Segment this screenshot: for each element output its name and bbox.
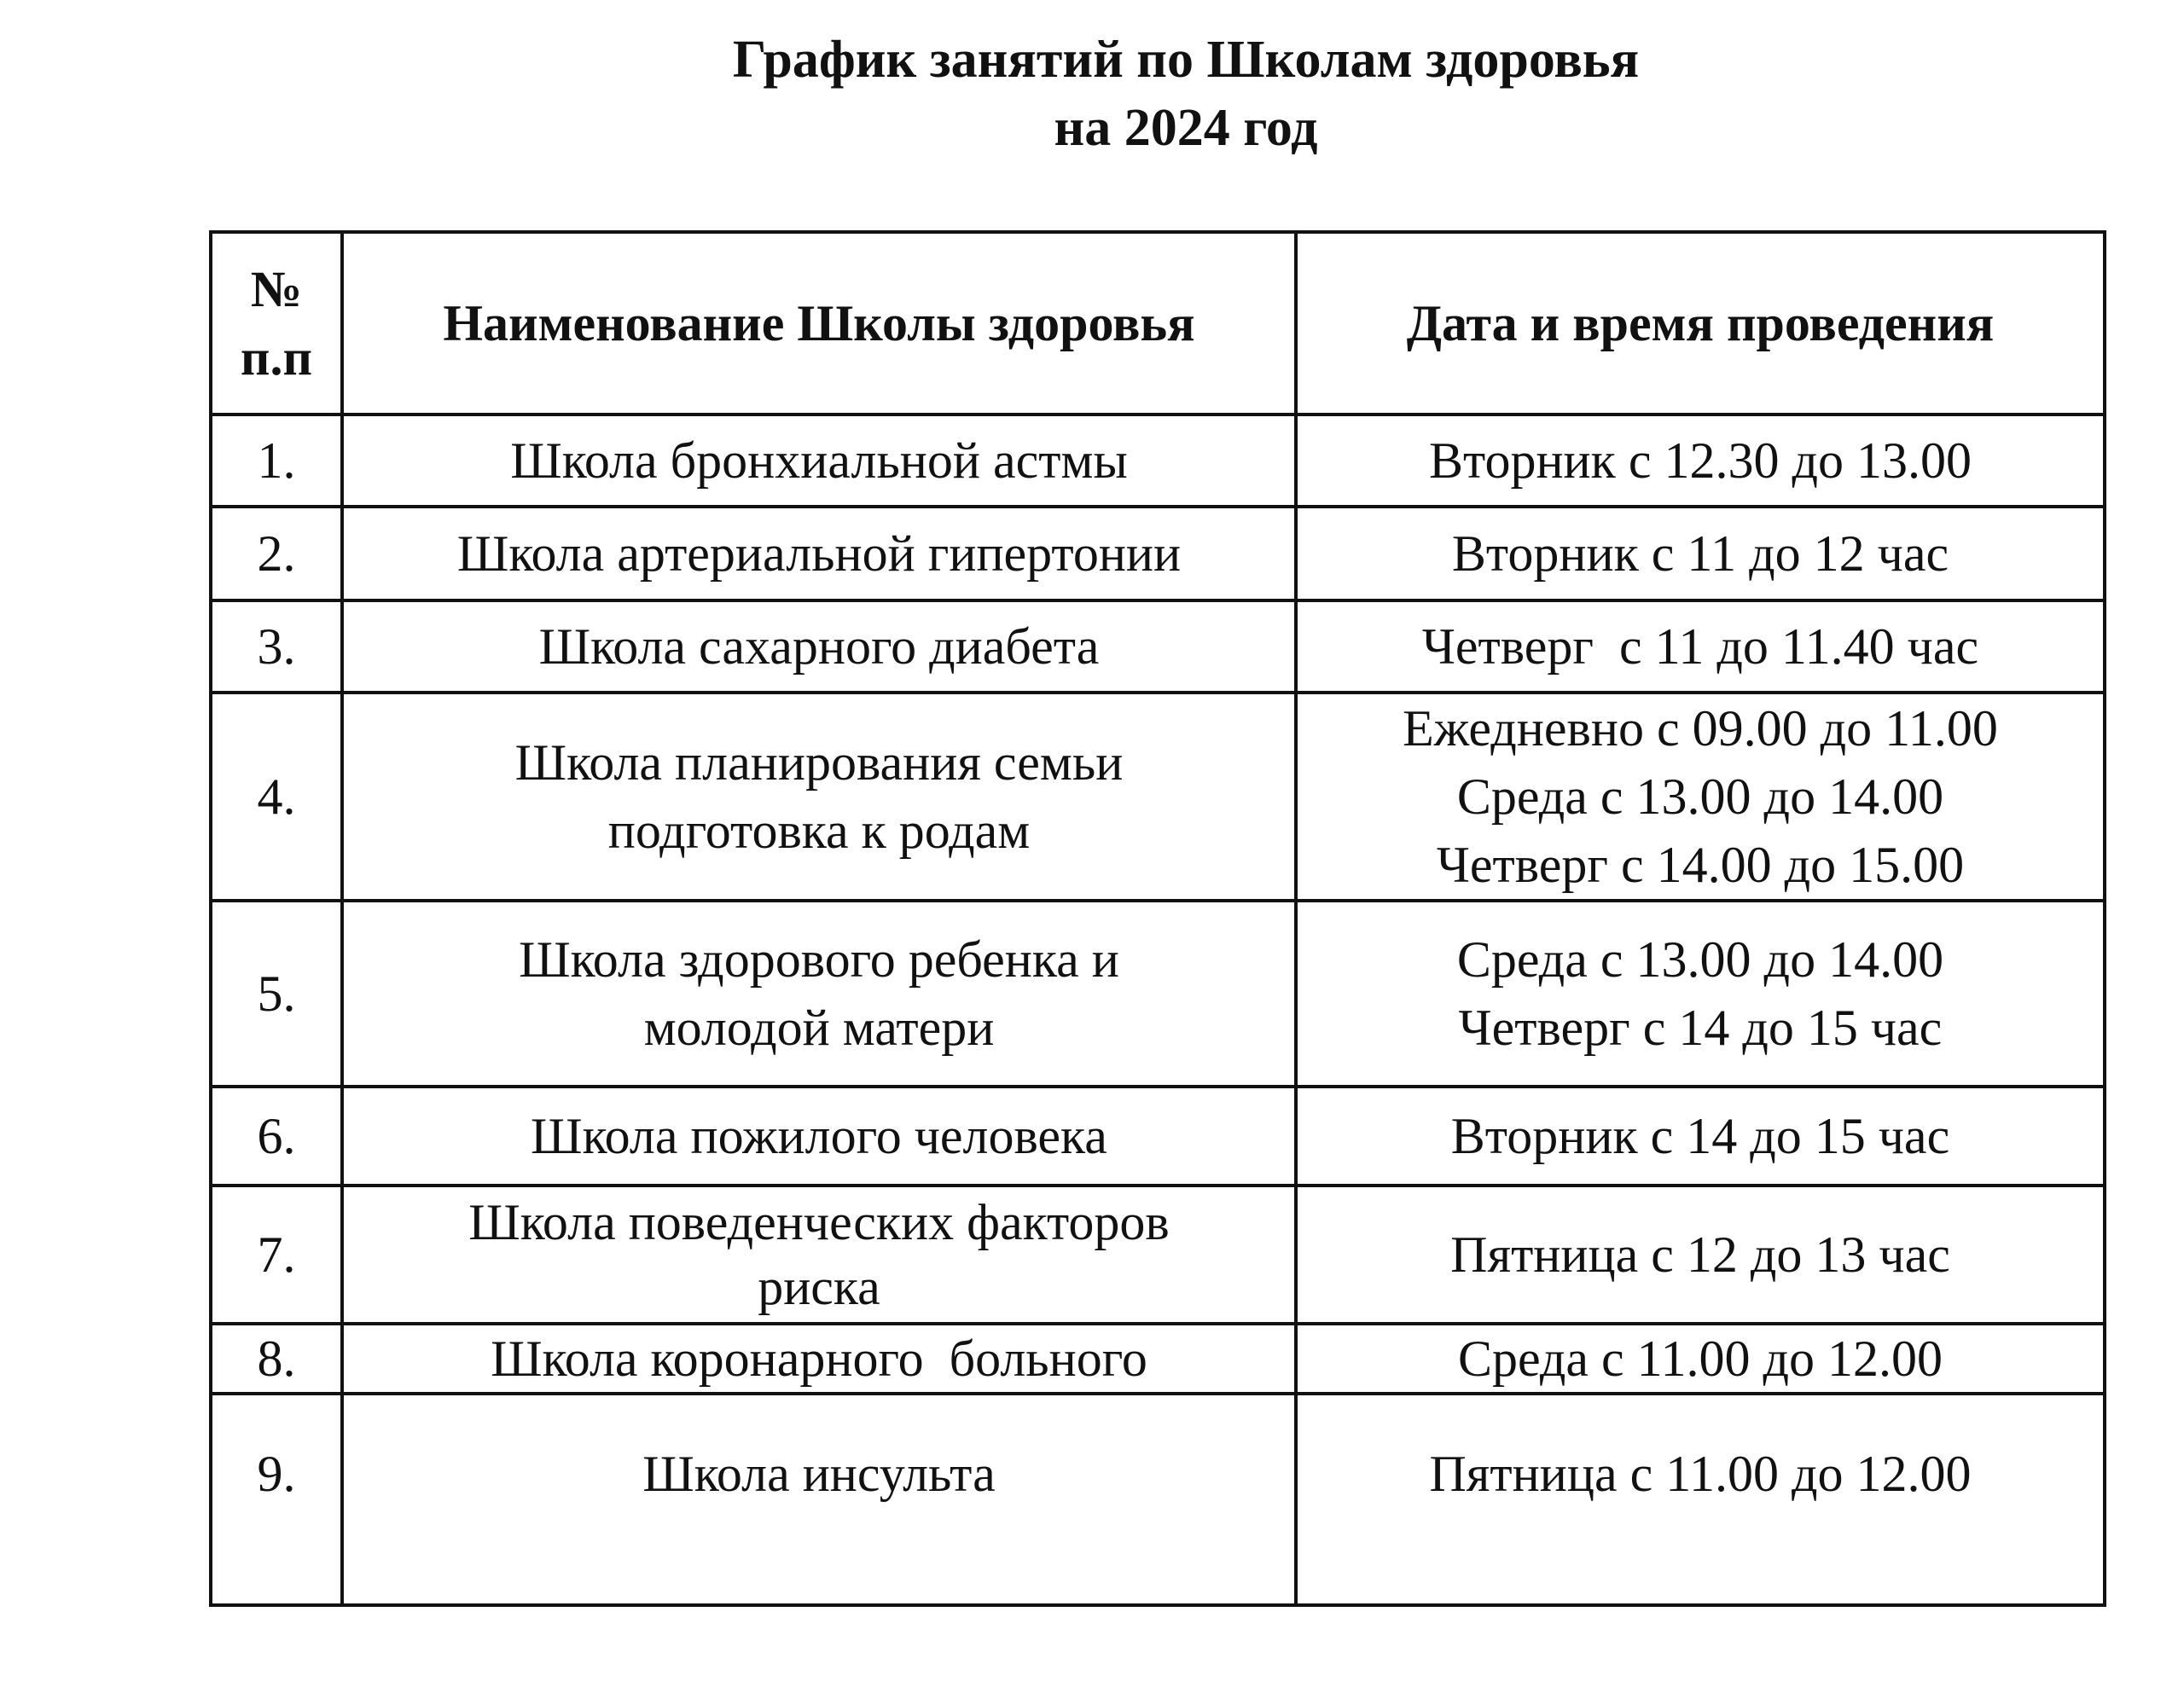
header-number-line-2: п.п — [240, 329, 313, 386]
table-row — [211, 1087, 2105, 1186]
school-name — [342, 507, 1296, 600]
schedule-time — [1296, 693, 2105, 901]
schedule-table — [209, 230, 2106, 1607]
table-row — [211, 901, 2105, 1087]
school-name-line: Школа здорового ребенка и — [519, 931, 1119, 988]
table-header-row — [211, 232, 2105, 415]
row-number: 1. — [211, 415, 342, 507]
row-number: 5. — [211, 901, 342, 1087]
schedule-time-line: Среда с 13.00 до 14.00 — [1456, 768, 1944, 825]
schedule-time-line: Четверг с 14.00 до 15.00 — [1436, 837, 1965, 893]
schedule-time-line: Среда с 13.00 до 14.00 — [1456, 931, 1944, 988]
school-name — [342, 1186, 1296, 1324]
schedule-time — [1296, 507, 2105, 600]
header-number — [211, 232, 342, 415]
title-line-1: График занятий по Школам здоровья — [732, 31, 1640, 89]
schedule-time-line: Четверг с 11 до 11.40 час — [1421, 618, 1979, 675]
school-name — [342, 1394, 1296, 1605]
schedule-time — [1296, 901, 2105, 1087]
school-name — [342, 1087, 1296, 1186]
row-number: 6. — [211, 1087, 342, 1186]
school-name-line: Школа пожилого человека — [531, 1108, 1107, 1164]
school-name — [342, 415, 1296, 507]
schedule-time — [1296, 415, 2105, 507]
school-name — [342, 600, 1296, 693]
school-name — [342, 1324, 1296, 1394]
schedule-time-line: Пятница с 12 до 13 час — [1450, 1226, 1950, 1283]
schedule-time — [1296, 1394, 2105, 1605]
table-row — [211, 507, 2105, 600]
school-name-line: Школа бронхиальной астмы — [510, 432, 1128, 489]
row-number: 2. — [211, 507, 342, 600]
table-row — [211, 1324, 2105, 1394]
schedule-time-line: Вторник с 11 до 12 час — [1451, 525, 1949, 582]
school-name — [342, 693, 1296, 901]
schedule-time — [1296, 1186, 2105, 1324]
school-name-line: Школа планирования семьи — [514, 734, 1124, 791]
row-number: 8. — [211, 1324, 342, 1394]
schedule-time-line: Вторник с 14 до 15 час — [1450, 1108, 1950, 1164]
school-name-line: Школа коронарного больного — [491, 1331, 1147, 1387]
schedule-time-line: Пятница с 11.00 до 12.00 — [1429, 1446, 1972, 1502]
table-row — [211, 1186, 2105, 1324]
schedule-time-line: Четверг с 14 до 15 час — [1458, 1000, 1943, 1056]
row-number: 4. — [211, 693, 342, 901]
school-name-line: Школа поведенческих факторов — [468, 1194, 1170, 1250]
school-name-line: риска — [758, 1259, 880, 1315]
title-line-2: на 2024 год — [1054, 99, 1318, 157]
schedule-time — [1296, 1324, 2105, 1394]
header-date-time: Дата и время проведения — [1296, 232, 2105, 415]
school-name-line: Школа сахарного диабета — [538, 618, 1100, 675]
header-number-line-1: № — [250, 261, 303, 317]
school-name — [342, 901, 1296, 1087]
table-row — [211, 415, 2105, 507]
schedule-time — [1296, 600, 2105, 693]
row-number: 3. — [211, 600, 342, 693]
schedule-time-line: Среда с 11.00 до 12.00 — [1458, 1331, 1943, 1387]
schedule-time-line: Вторник с 12.30 до 13.00 — [1429, 432, 1972, 489]
row-number: 9. — [211, 1394, 342, 1605]
table-row — [211, 1394, 2105, 1605]
school-name-line: подготовка к родам — [607, 803, 1031, 859]
schedule-time — [1296, 1087, 2105, 1186]
school-name-line: молодой матери — [643, 1000, 995, 1056]
schedule-time-line: Ежедневно с 09.00 до 11.00 — [1403, 700, 1998, 757]
table-row — [211, 600, 2105, 693]
row-number: 7. — [211, 1186, 342, 1324]
document-title — [0, 26, 2184, 162]
header-school-name: Наименование Школы здоровья — [342, 232, 1296, 415]
school-name-line: Школа артериальной гипертонии — [456, 525, 1182, 582]
school-name-line: Школа инсульта — [642, 1446, 996, 1502]
table-row — [211, 693, 2105, 901]
